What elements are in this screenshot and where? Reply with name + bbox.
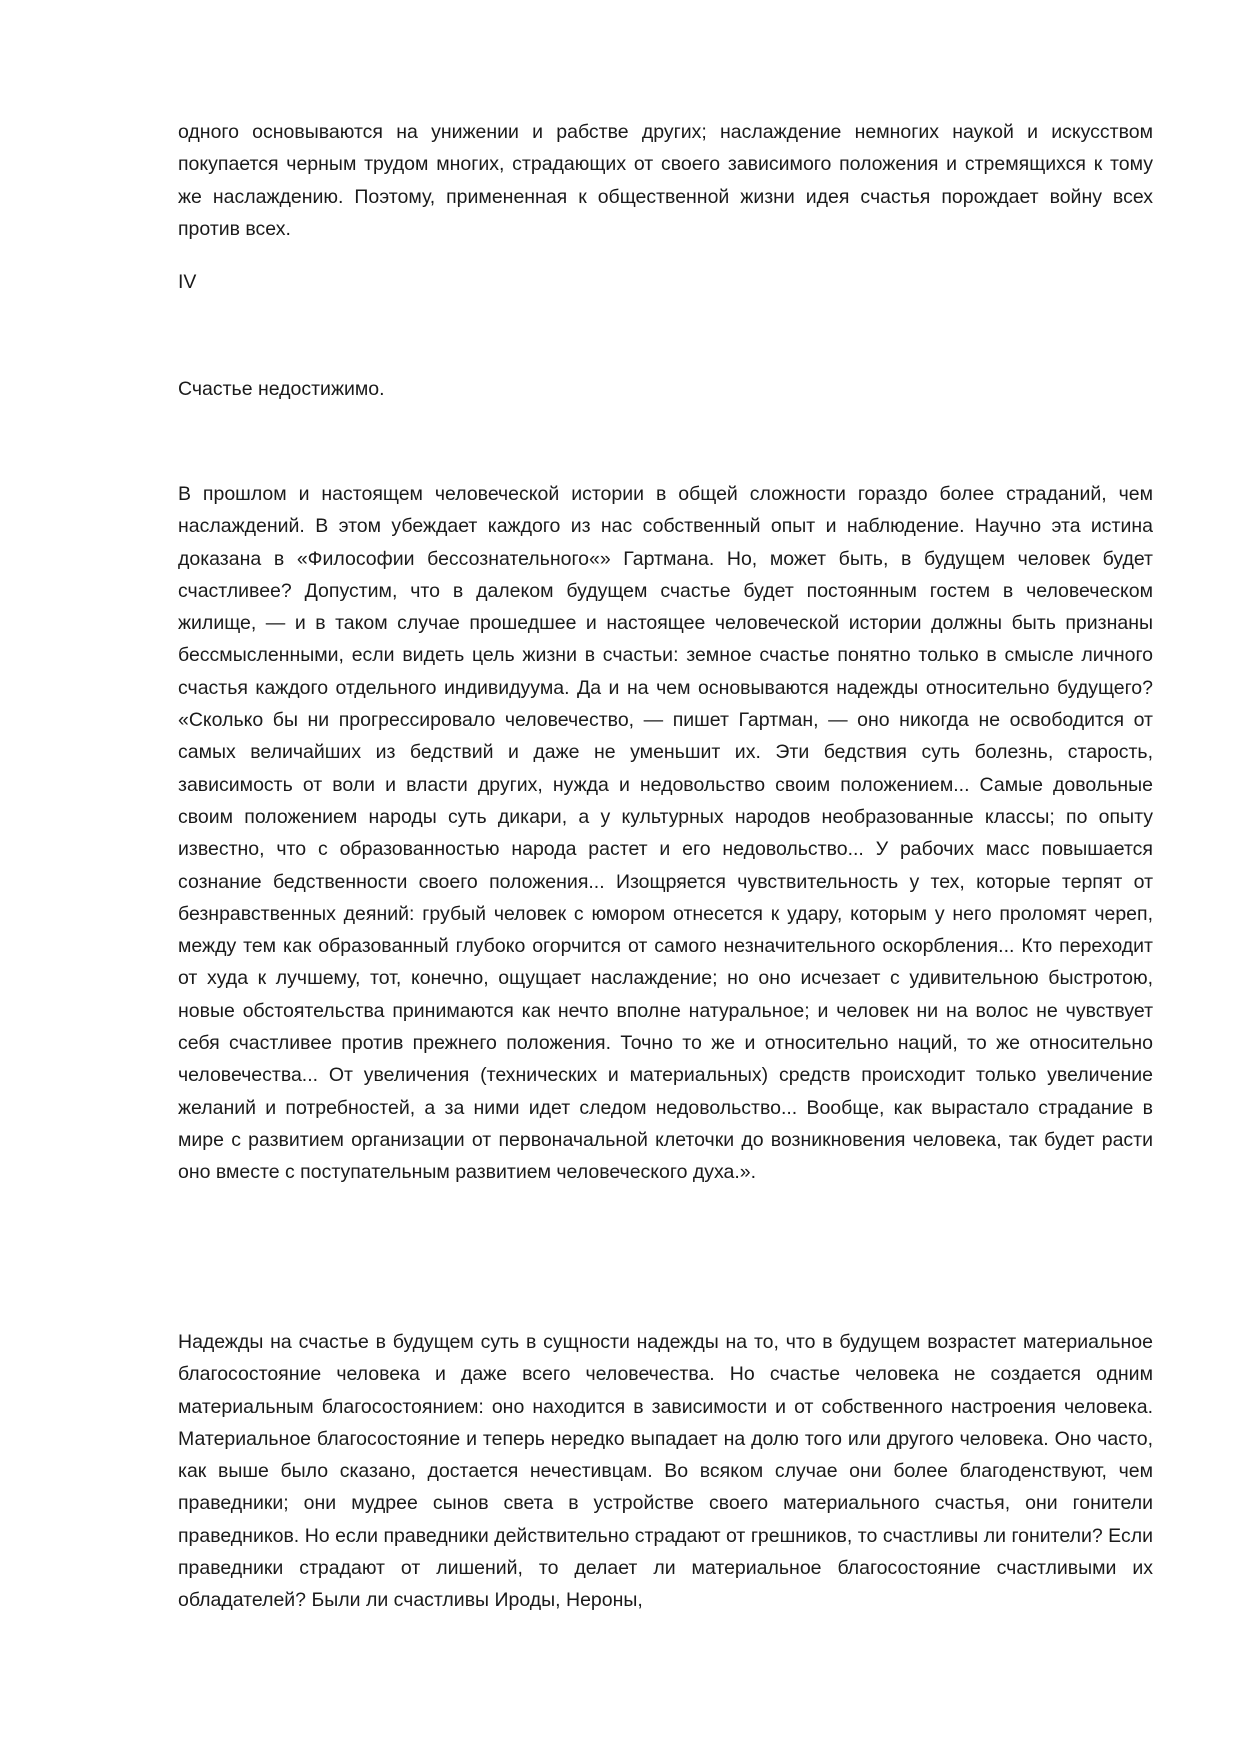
section-number: IV xyxy=(178,271,197,293)
paragraph-hartmann-quote: В прошлом и настоящем человеческой истории в общей сложности гораздо более страданий, чем наслаждений. В этом убеждает каждого из нас собственный опыт и наблюдение. Научно эта истина доказана в «Философии бессознательного«» Гартмана. Но, может быть, в будущем человек будет счастливее? Допустим, что в далеком будущем счастье будет постоянным гостем в человеческом жилище, — и в таком случае прошедшее и настоящее человеческой истории должны быть признаны бессмысленными, если видеть цель жизни в счастьи: земное счастье понятно только в смысле личного счастья каждого отдельного индивидуума. Да и на чем основываются надежды относительно будущего? «Сколько бы ни прогрессировало человечество, — пишет Гартман, — оно никогда не освободится от самых величайших из бедствий и даже не уменьшит их. Эти бедствия суть болезнь, старость, зависимость от воли и власти других, нужда и недовольство своим положением... Самые довольные своим положением народы суть дикари, а у культурных народов необразованные классы; по опыту известно, что с образованностью народа растет и его недовольство... У рабочих масс повышается сознание бедственности своего положения... Изощряется чувствительность у тех, которые терпят от безнравственных деяний: грубый человек с юмором отнесется к удару, которым у него проломят череп, между тем как образованный глубоко огорчится от самого незначительного оскорбления... Кто переходит от худа к лучшему, тот, конечно, ощущает наслаждение; но оно исчезает с удивительною быстротою, новые обстоятельства принимаются как нечто вполне натуральное; и человек ни на волос не чувствует себя счастливее против прежнего положения. Точно то же и относительно наций, то же относительно человечества... От увеличения (технических и материальных) средств происходит только увеличение желаний и потребностей, а за ними идет следом недовольство... Вообще, как вырастало страдание в мире с развитием организации от первоначальной клеточки до возникновения человека, так будет расти оно вместе с поступательным развитием человеческого духа.». xyxy=(178,483,1153,1184)
paragraph-continuation: одного основываются на унижении и рабстве других; наслаждение немногих наукой и искусством покупается черным трудом многих, страдающих от своего зависимого положения и стремящихся к тому же наслаждению. Поэтому, примененная к общественной жизни идея счастья порождает войну всех против всех. xyxy=(178,121,1153,240)
paragraph-future-hopes: Надежды на счастье в будущем суть в сущности надежды на то, что в будущем возрастет материальное благосостояние человека и даже всего человечества. Но счастье человека не создается одним материальным благосостоянием: оно находится в зависимости и от собственного настроения человека. Материальное благосостояние и теперь нередко выпадает на долю того или другого человека. Оно часто, как выше было сказано, достается нечестивцам. Во всяком случае они более благоденствуют, чем праведники; они мудрее сынов света в устройстве своего материального счастья, они гонители праведников. Но если праведники действительно страдают от грешников, то счастливы ли гонители? Если праведники страдают от лишений, то делает ли материальное благосостояние счастливыми их обладателей? Были ли счастливы Ироды, Нероны, xyxy=(178,1331,1153,1612)
section-thesis: Счастье недостижимо. xyxy=(178,378,385,400)
